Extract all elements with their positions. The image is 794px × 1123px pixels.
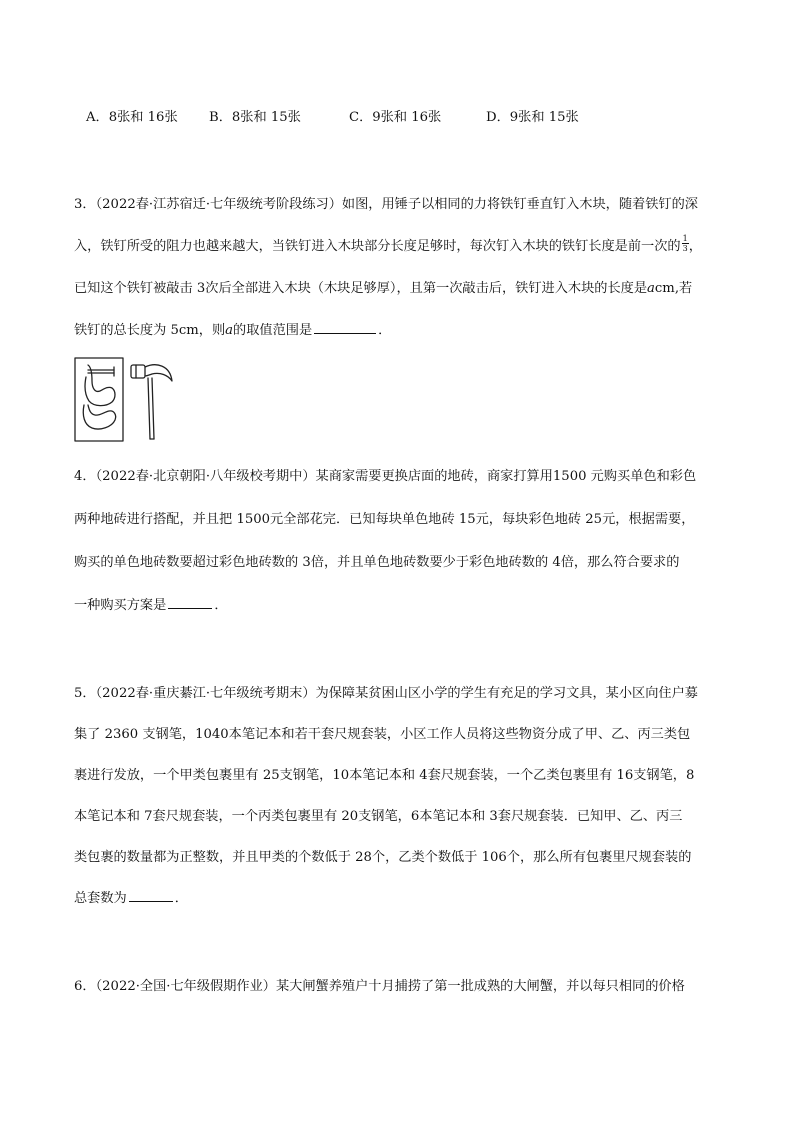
problem-5-line-3: 裹进行发放，一个甲类包裹里有 25支钢笔，10本笔记本和 4套尺规套装，一个乙类包裹里有 16支钢笔，8 [74, 768, 695, 783]
wood-grain-top [85, 365, 115, 406]
hammer-handle-left [148, 378, 150, 439]
problem-5-line-4: 本笔记本和 7套尺规套装，一个丙类包裹里有 20支钢笔，6本笔记本和 3套尺规套装．已知甲、乙、丙三 [74, 809, 683, 824]
fraction-one-third [682, 234, 689, 253]
problem-3-line-4-text-b: 的取值范围是 [233, 323, 313, 338]
problem-4-line-4-text: 一种购买方案是 [74, 598, 167, 613]
hammer-nail-illustration [74, 355, 194, 445]
problem-4-line-2: 两种地砖进行搭配，并且把 1500元全部花完．已知每块单色地砖 15元，每块彩色地砖 25元，根据需要， [74, 512, 695, 527]
period: ． [214, 598, 228, 613]
hammer-head-shape [131, 365, 145, 378]
option-d: D．9张和 15张 [486, 110, 579, 125]
problem-3-line-1: 3．（2022春·江苏宿迁·七年级统考阶段练习）如图，用锤子以相同的力将铁钉垂直钉入木块，随着铁钉的深 [74, 197, 698, 212]
option-b: B．8张和 15张 [209, 110, 301, 125]
answer-options [86, 106, 579, 125]
wood-grain-bottom [83, 405, 115, 429]
option-a: A．8张和 16张 [86, 110, 178, 125]
problem-5-line-6-text: 总套数为 [74, 891, 127, 906]
hammer-handle-right [152, 378, 154, 439]
fraction-denominator: 3 [682, 244, 688, 253]
problem-5-line-1: 5．（2022春·重庆綦江·七年级统考期末）为保障某贫困山区小学的学生有充足的学习文具，某小区向住户募 [74, 686, 698, 701]
problem-3-line-4-text: 铁钉的总长度为 5cm，则 [74, 323, 226, 338]
problem-4-line-3: 购买的单色地砖数要超过彩色地砖数的 3倍，并且单色地砖数要少于彩色地砖数的 4倍，那么符合要求的 [74, 555, 680, 570]
problem-4 [74, 460, 724, 613]
problem-3-line-4 [74, 314, 724, 347]
problem-5-line-5: 类包裹的数量都为正整数，并且甲类的个数低于 28个，乙类个数低于 106个，那么所有包裹里尺规套装的 [74, 850, 692, 865]
fraction-numerator: 1 [682, 234, 688, 243]
period: ． [174, 891, 188, 906]
hammer-claw [145, 365, 172, 381]
problem-3-line-3-unit: cm,若 [654, 281, 693, 296]
hammer-nail-figure [74, 355, 194, 449]
problem-5 [74, 677, 724, 906]
answer-blank[interactable] [168, 589, 212, 609]
problem-6-line-1: 6．（2022·全国·七年级假期作业）某大闸蟹养殖户十月捕捞了第一批成熟的大闸蟹，并以每只相同的价格 [74, 979, 685, 994]
problem-4-line-4 [74, 589, 724, 622]
answer-blank[interactable] [314, 314, 376, 334]
problem-5-line-2: 集了 2360 支钢笔，1040本笔记本和若干套尺规套装，小区工作人员将这些物资分成了甲、乙、丙三类包 [74, 727, 691, 742]
problem-6 [74, 970, 724, 1003]
variable-a: a [647, 281, 655, 296]
problem-3-line-2-text: 入，铁钉所受的阻力也越来越大，当铁钉进入木块部分长度足够时，每次钉入木块的铁钉长度是前一次的 [74, 239, 681, 254]
answer-blank[interactable] [129, 882, 173, 902]
problem-3-line-3 [74, 272, 724, 305]
option-c: C．9张和 16张 [349, 110, 442, 125]
problem-3-line-2: 入，铁钉所受的阻力也越来越大，当铁钉进入木块部分长度足够时，每次钉入木块的铁钉长度是前一次的 $\frac{1}{3}$ ， [74, 234, 702, 254]
problem-3-line-3-text: 已知这个铁钉被敲击 3次后全部进入木块（木块足够厚），且第一次敲击后，铁钉进入木块的长度是 [74, 281, 648, 296]
period: ． [378, 323, 392, 338]
variable-a: a [225, 323, 234, 338]
problem-4-line-1: 4．（2022春·北京朝阳·八年级校考期中）某商家需要更换店面的地砖，商家打算用1500 元购买单色和彩色 [74, 469, 697, 484]
problem-5-line-6 [74, 882, 724, 915]
problem-3 [74, 188, 724, 338]
